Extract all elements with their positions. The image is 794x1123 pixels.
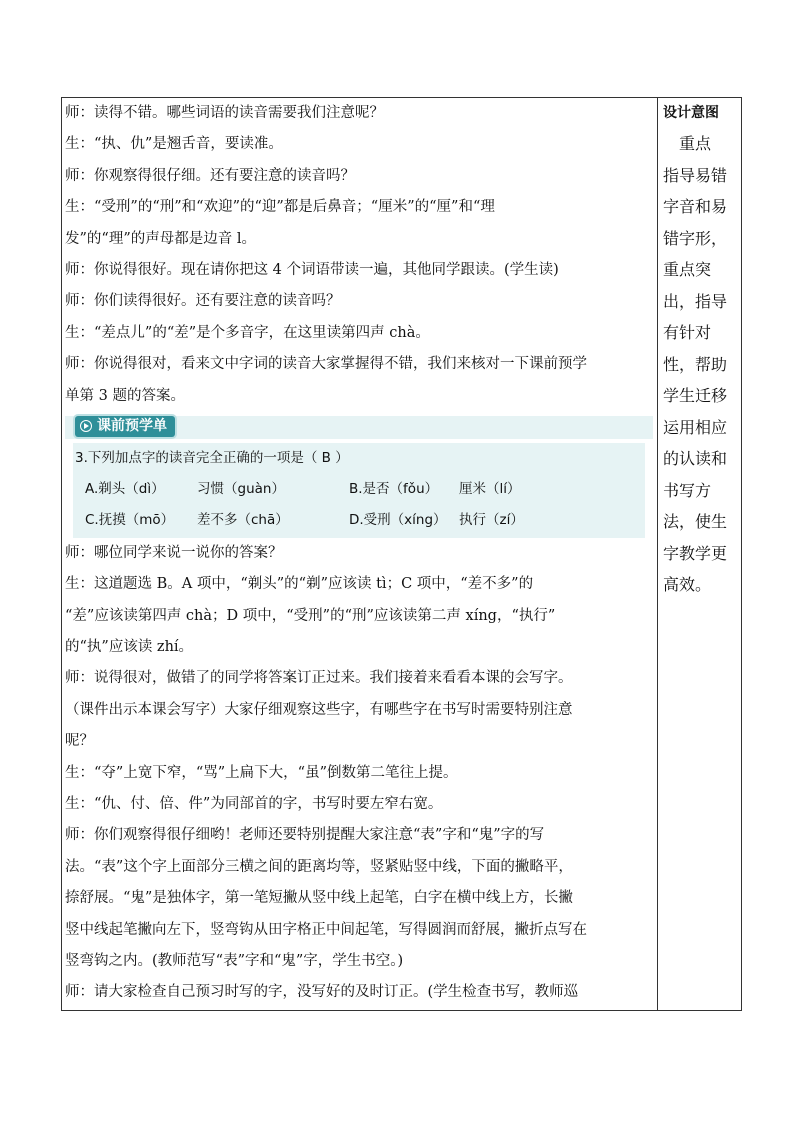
quiz-option: 厘米（lí） [459,480,521,497]
design-intent-line: 法，使生 [663,512,728,531]
quiz-option: D.受刑（xíng） [349,511,447,528]
design-intent-line: 高效。 [663,575,712,594]
quiz-option: A.剃头（dì） [85,480,165,497]
text-line: 生：这道题选 B。A 项中，“剃头”的“剃”应该读 tì；C 项中，“差不多”的 [65,576,534,593]
quiz-option: 习惯（guàn） [197,480,285,497]
quiz-box [73,443,645,538]
design-intent-line: 错字形， [663,228,728,248]
design-intent-line: 重点 [663,134,712,153]
text-line: 生：“受刑”的“刑”和“欢迎”的“迎”都是后鼻音；“厘米”的“厘”和“理 [65,199,495,216]
design-intent-line: 书写方 [663,480,712,500]
text-line: 呢？ [65,733,94,750]
quiz-options-row [73,474,645,505]
design-intent-title: 设计意图 [663,105,719,121]
text-line: 师：你说得很好。现在请你把这 4 个词语带读一遍，其他同学跟读。(学生读) [65,261,559,278]
design-intent-line: 字教学更 [663,543,728,563]
section-tag [75,416,175,437]
quiz-option: 差不多（chā） [197,511,289,528]
text-line: 捺舒展。“鬼”是独体字，第一笔短撇从竖中线上起笔，白字在横中线上方，长撇 [65,890,573,907]
text-line: 竖弯钩之内。(教师范写“表”字和“鬼”字，学生书空。) [65,952,404,969]
text-line: 师：你们观察得很仔细哟！老师还要特别提醒大家注意“表”字和“鬼”字的写 [65,827,545,844]
text-line: 师：你说得很对，看来文中字词的读音大家掌握得不错，我们来核对一下课前预学 [65,356,587,373]
text-line: 的“执”应该读 zhí。 [65,639,194,656]
design-intent-line: 指导易错 [663,165,728,185]
text-line: 生：“差点儿”的“差”是个多音字，在这里读第四声 chà。 [65,324,430,341]
quiz-question: 3.下列加点字的读音完全正确的一项是（ B ） [75,449,349,466]
column-divider [657,98,658,1010]
main-column [65,98,653,1009]
quiz-option: C.抚摸（mō） [85,511,175,528]
text-line: 生：“执、仇”是翘舌音，要读准。 [65,136,283,153]
design-intent-line: 重点突 [663,260,712,279]
play-circle-icon [80,420,92,432]
text-line: 法。“表”这个字上面部分三横之间的距离均等，竖紧贴竖中线，下面的撇略平， [65,858,573,875]
quiz-options-row [73,505,645,536]
design-intent-line: 的认读和 [663,449,728,468]
quiz-option: 执行（zí） [459,511,524,528]
design-intent-line: 学生迁移 [663,386,728,405]
text-line: 师：读得不错。哪些词语的读音需要我们注意呢？ [65,105,384,121]
text-line: 竖中线起笔撇向左下，竖弯钩从田字格正中间起笔，写得圆润而舒展，撇折点写在 [65,921,587,938]
design-intent-line: 字音和易 [663,197,728,216]
design-intent-line: 有针对 [663,323,712,342]
section-header [65,416,653,439]
design-intent-line: 性，帮助 [663,354,728,374]
text-line: 发”的“理”的声母都是边音 l。 [65,230,256,247]
text-line: “差”应该读第四声 chà；D 项中，“受刑”的“刑”应该读第二声 xíng，“执行” [65,607,556,624]
text-line: 师：说得很对，做错了的同学将答案订正过来。我们接着来看看本课的会写字。 [65,670,573,687]
text-line: 生：“夺”上宽下窄，“骂”上扁下大，“虽”倒数第二笔往上提。 [65,764,458,781]
design-intent-line: 运用相应 [663,417,728,437]
lesson-table [61,97,742,1011]
text-line: 单第 3 题的答案。 [65,387,185,404]
text-line: 生：“仇、付、倍、件”为同部首的字，书写时要左窄右宽。 [65,796,443,813]
text-line: （课件出示本课会写字）大家仔细观察这些字，有哪些字在书写时需要特别注意 [65,701,573,718]
text-line: 师：哪位同学来说一说你的答案？ [65,544,283,561]
text-line: 师：你观察得很仔细。还有要注意的读音吗？ [65,167,355,184]
quiz-option: B.是否（fǒu） [349,480,439,497]
text-line: 师：请大家检查自己预习时写的字，没写好的及时订正。(学生检查书写，教师巡 [65,984,579,1001]
design-intent-line: 出，指导 [663,291,728,311]
section-label: 课前预学单 [97,417,167,434]
design-intent-column [663,98,733,601]
text-line: 师：你们读得很好。还有要注意的读音吗？ [65,293,341,310]
